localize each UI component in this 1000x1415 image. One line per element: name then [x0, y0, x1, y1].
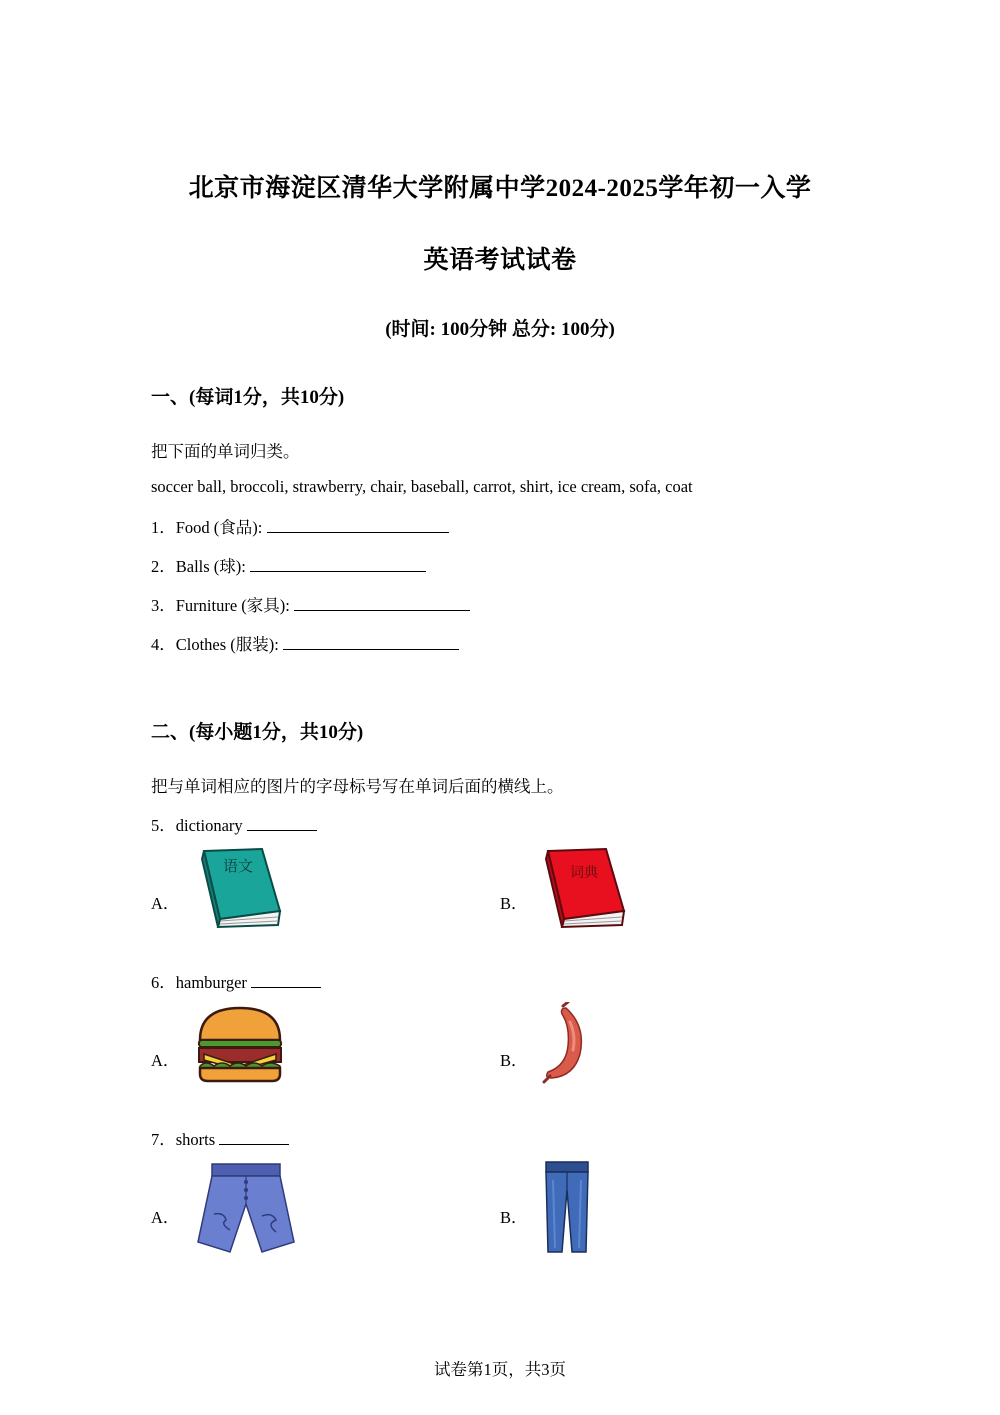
- question-label: Furniture (家具):: [175, 596, 294, 615]
- section1-word-list: soccer ball, broccoli, strawberry, chair, baseball, carrot, shirt, ice cream, sofa, coat: [151, 477, 693, 496]
- question-2: [151, 553, 426, 577]
- question-number: 7．: [151, 1130, 176, 1149]
- section1-heading: 一、(每词1分，共10分): [151, 387, 345, 408]
- exam-title-line1: 北京市海淀区清华大学附属中学2024-2025学年初一入学: [188, 175, 812, 202]
- sausage-image[interactable]: [540, 1002, 590, 1084]
- book-cover-text: 语文: [222, 857, 254, 875]
- option-b-label: B．: [500, 1051, 528, 1070]
- question-number: 1．: [151, 518, 176, 537]
- question-word: hamburger: [175, 973, 252, 992]
- question-5: [151, 812, 317, 836]
- section2-instruction: 把与单词相应的图片的字母标号写在单词后面的横线上。: [151, 777, 564, 796]
- question-1: [151, 514, 449, 538]
- section2-heading: 二、(每小题1分，共10分): [151, 722, 364, 743]
- question-label: Balls (球):: [175, 557, 250, 576]
- answer-blank[interactable]: [247, 816, 317, 831]
- question-number: 4．: [151, 635, 176, 654]
- question-word: dictionary: [175, 816, 247, 835]
- answer-blank[interactable]: [267, 518, 449, 533]
- question-6: [151, 969, 321, 993]
- question-number: 6．: [151, 973, 176, 992]
- option-b-label: B．: [500, 894, 528, 913]
- question-3: [151, 592, 470, 616]
- question-4: [151, 631, 459, 655]
- option-a-label: A．: [151, 1208, 180, 1227]
- book-cover-text: 词典: [570, 865, 598, 881]
- question-word: shorts: [175, 1130, 220, 1149]
- answer-blank[interactable]: [219, 1130, 289, 1145]
- question-label: Food (食品):: [175, 518, 267, 537]
- exam-title-line2: 英语考试试卷: [423, 247, 577, 274]
- answer-blank[interactable]: [283, 635, 459, 650]
- option-a-label: A．: [151, 1051, 180, 1070]
- page-footer: 试卷第1页，共3页: [434, 1360, 566, 1379]
- option-b-label: B．: [500, 1208, 528, 1227]
- question-label: Clothes (服装):: [175, 635, 283, 654]
- question-number: 5．: [151, 816, 176, 835]
- dictionary-book-image[interactable]: [542, 845, 626, 929]
- question-7: [151, 1126, 289, 1150]
- section1-instruction: 把下面的单词归类。: [151, 442, 300, 461]
- question-number: 3．: [151, 596, 176, 615]
- answer-blank[interactable]: [294, 596, 470, 611]
- question-number: 2．: [151, 557, 176, 576]
- option-a-label: A．: [151, 894, 180, 913]
- shorts-image[interactable]: [196, 1160, 296, 1256]
- answer-blank[interactable]: [250, 557, 426, 572]
- trousers-image[interactable]: [544, 1160, 590, 1256]
- exam-subtitle: (时间: 100分钟 总分: 100分): [385, 319, 615, 340]
- chinese-book-image[interactable]: [198, 845, 282, 929]
- answer-blank[interactable]: [251, 973, 321, 988]
- hamburger-image[interactable]: [196, 1004, 284, 1084]
